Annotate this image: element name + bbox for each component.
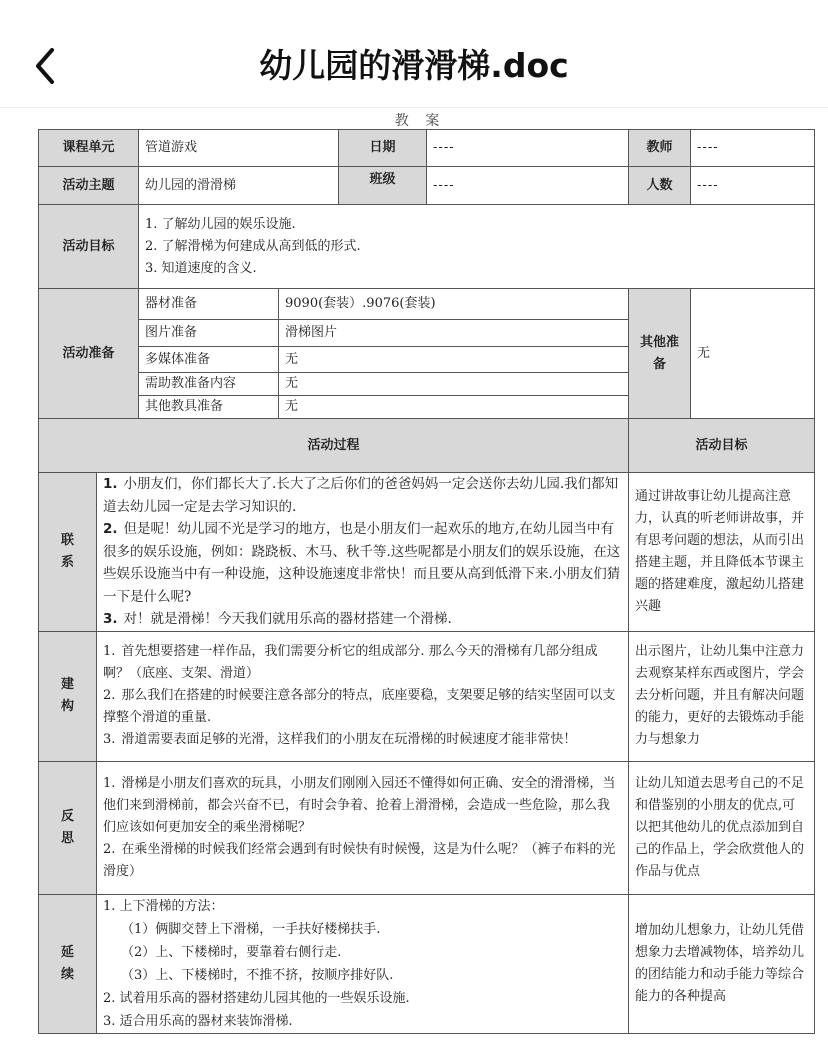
course-label: 课程单元 (39, 130, 139, 167)
stage-label: 延 续 (60, 944, 74, 982)
extension-line: （3）上、下楼梯时，不推不挤，按顺序排好队. (121, 967, 394, 983)
item-text: 小朋友们，你们都长大了.长大了之后你们的爸爸妈妈一定会送你去幼儿园.我们都知道去幼儿园一定是去学习知识的. (103, 476, 619, 515)
process-item (103, 473, 622, 518)
item-text: 首先想要搭建一样作品，我们需要分析它的组成部分. 那么今天的滑梯有几部分组成啊？（底座、支架、滑道） (103, 644, 598, 681)
lesson-plan-table (38, 129, 815, 1034)
document-title: 幼儿园的滑滑梯.doc (259, 46, 569, 85)
stage-target: 出示图片，让幼儿集中注意力去观察某样东西或图片，学会去分析问题，并且有解决问题的能力，更好的去锻炼动手能力与想象力 (629, 631, 815, 761)
count-label: 人数 (629, 167, 691, 205)
teacher-value: ---- (691, 130, 815, 167)
stage-name (39, 761, 97, 894)
process-item (103, 685, 622, 729)
stage-label: 建 构 (60, 677, 74, 714)
item-number: 3. (103, 611, 118, 627)
teacher-label: 教师 (629, 130, 691, 167)
item-number: 2. (103, 521, 118, 537)
stage-target: 让幼儿知道去思考自己的不足和借鉴别的小朋友的优点,可以把其他幼儿的优点添加到自己的作品上，学会欣赏他人的作品与优点 (629, 761, 815, 894)
goal-item: 1. 了解幼儿园的娱乐设施. (145, 216, 296, 232)
theme-value: 幼儿园的滑滑梯 (139, 167, 339, 205)
item-number: 1. (103, 644, 116, 659)
prep-row-value: 无 (279, 347, 629, 373)
chevron-left-icon (30, 44, 64, 88)
goals-list (139, 205, 815, 289)
stage-process (97, 631, 629, 761)
item-text: 但是呢！幼儿园不光是学习的地方，也是小朋友们一起欢乐的地方,在幼儿园当中有很多的娱乐设施，例如：跷跷板、木马、秋千等.这些呢都是小朋友们的娱乐设施，在这些娱乐设施当中有一种设施，这种设施速度非常快！而且要从高到低滑下来.小朋友们猜一下是什么呢? (103, 521, 621, 605)
stage-label: 联 系 (60, 532, 74, 570)
item-text: 滑梯是小朋友们喜欢的玩具，小朋友们刚刚入园还不懂得如何正确、安全的滑滑梯，当他们来到滑梯前，都会兴奋不已，有时会争着、抢着上滑滑梯，会造成一些危险，那么我们应该如何更加安全的乘坐滑梯呢？ (103, 775, 616, 835)
document-page[interactable] (0, 108, 828, 1046)
back-button[interactable] (30, 44, 64, 88)
goals-label: 活动目标 (39, 205, 139, 289)
goal-item: 3. 知道速度的含义. (145, 260, 257, 276)
stage-process (97, 894, 629, 1033)
prep-row-value: 无 (279, 396, 629, 419)
process-item (103, 608, 622, 631)
item-number: 2. (103, 688, 116, 703)
other-prep-label: 其他准备 (629, 289, 691, 419)
course-value: 管道游戏 (139, 130, 339, 167)
top-bar (0, 0, 828, 108)
process-item (103, 839, 622, 883)
prep-row-name: 图片准备 (139, 320, 279, 347)
date-value: ---- (427, 130, 629, 167)
stage-target: 增加幼儿想象力，让幼儿凭借想象力去增减物体，培养幼儿的团结能力和动手能力等综合能力的各种提高 (629, 894, 815, 1033)
prep-row-name: 需助教准备内容 (139, 373, 279, 396)
item-text: 那么我们在搭建的时候要注意各部分的特点，底座要稳，支架要足够的结实坚固可以支撑整个滑道的重量. (103, 688, 616, 725)
item-number: 1. (103, 775, 116, 791)
extension-line: （2）上、下楼梯时，要靠着右侧行走. (121, 944, 342, 960)
prep-label: 活动准备 (39, 289, 139, 419)
extension-line: （1）俩脚交替上下滑梯，一手扶好楼梯扶手. (121, 921, 381, 937)
goal-item: 2. 了解滑梯为何建成从高到低的形式. (145, 238, 361, 254)
item-number: 2. (103, 841, 116, 857)
process-header: 活动过程 (39, 419, 629, 473)
item-number: 3. (103, 732, 116, 747)
item-text: 对！就是滑梯！今天我们就用乐高的器材搭建一个滑梯. (123, 611, 452, 627)
process-item (103, 773, 622, 839)
theme-label: 活动主题 (39, 167, 139, 205)
stage-process (97, 761, 629, 894)
extension-line: 3. 适合用乐高的器材来装饰滑梯. (103, 1013, 293, 1029)
prep-row-name: 器材准备 (139, 289, 279, 320)
stage-target: 通过讲故事让幼儿提高注意力，认真的听老师讲故事，并有思考问题的想法，从而引出搭建主题，并且降低本节课主题的搭建难度，激起幼儿搭建兴趣 (629, 473, 815, 632)
class-label: 班级 (339, 167, 427, 205)
other-prep-value: 无 (691, 289, 815, 419)
prep-row-name: 多媒体准备 (139, 347, 279, 373)
class-value: ---- (427, 167, 629, 205)
process-item (103, 729, 622, 751)
target-header: 活动目标 (629, 419, 815, 473)
stage-label: 反 思 (60, 808, 74, 846)
extension-line: 2. 试着用乐高的器材搭建幼儿园其他的一些娱乐设施. (103, 990, 410, 1006)
extension-line: 1. 上下滑梯的方法： (103, 898, 224, 914)
stage-name (39, 631, 97, 761)
item-number: 1. (103, 476, 118, 492)
stage-process (97, 473, 629, 632)
stage-name (39, 473, 97, 632)
prep-row-value: 9090(套装）.9076(套装) (279, 289, 629, 320)
count-value: ---- (691, 167, 815, 205)
prep-row-value: 无 (279, 373, 629, 396)
prep-row-name: 其他教具准备 (139, 396, 279, 419)
process-item (103, 641, 622, 685)
stage-name (39, 894, 97, 1033)
prep-row-value: 滑梯图片 (279, 320, 629, 347)
date-label: 日期 (339, 130, 427, 167)
doc-heading: 教 案 (394, 113, 446, 129)
item-text: 滑道需要表面足够的光滑，这样我们的小朋友在玩滑梯的时候速度才能非常快！ (121, 732, 577, 747)
item-text: 在乘坐滑梯的时候我们经常会遇到有时候快有时候慢，这是为什么呢？（裤子布料的光滑度） (103, 841, 616, 879)
process-item (103, 518, 622, 608)
